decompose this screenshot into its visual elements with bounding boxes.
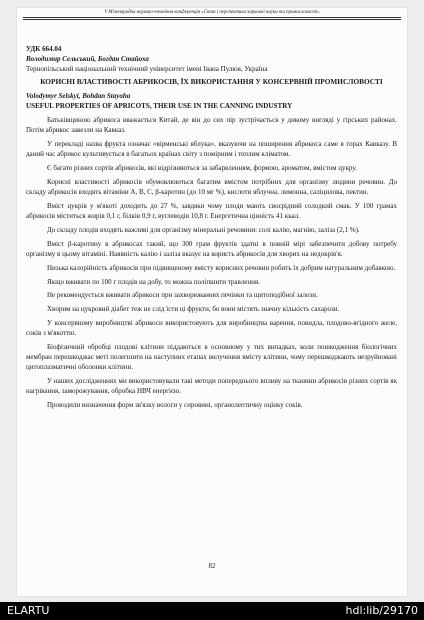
paragraph: Якщо вживати по 100 г плодів на добу, то можна поліпшити травлення. xyxy=(47,278,260,286)
article-body xyxy=(26,44,397,414)
authors-ua: Володимир Сельський, Богдан Стайоха xyxy=(26,55,149,63)
paragraph: Є багато різних сортів абрикосів, які відрізняються за забарвленням, формою, ароматом, вмістом цукру. xyxy=(47,164,357,172)
paragraph: Хворим на цукровий діабет теж не слід їсти ці фрукти, бо вони містять значну кількість сахарози. xyxy=(47,304,340,313)
paragraph: Проводили визначення форм зв'язку вологи у сировині, органолептичну оцінку соків. xyxy=(47,400,303,409)
title-en: USEFUL PROPERTIES OF APRICOTS, THEIR USE IN THE CANNING INDUSTRY xyxy=(26,102,293,110)
paragraph: У консервному виробництві абрикоси використовують для виробництва варення, повидла, плодово-ягідного желе, соків з м'якоттю. xyxy=(26,318,397,337)
paragraph: До складу плодів входять важливі для організму мінеральні речовини: солі калію, магнію, заліза (2,1 %). xyxy=(47,226,360,234)
udc-code: УДК 664.04 xyxy=(26,45,62,53)
authors-en: Volodymyr Selskyi, Bohdan Stayoha xyxy=(26,92,131,100)
affiliation-ua: Тернопільський національний технічний університет імені Івана Пулюя, Україна xyxy=(26,65,268,73)
handle-label[interactable]: hdl:lib/29170 xyxy=(345,604,418,617)
paragraph: Вміст β-каротину в абрикосах такий, що 300 грам фруктів здатні в повній мірі забезпечити добову потребу організму в цьому вітаміні. Наявність калію і заліза вказує на користь абрикосів для хворих на недокрів'я. xyxy=(26,240,397,258)
page-number: 82 xyxy=(208,562,216,570)
paragraph: Вміст цукрів у м'якоті доходить до 27 %, завдяки чому плоди мають своєрідний солодкий смак. У 100 грамах абрикосів міститься жирів 0,1 г, білків 0,9 г, вуглеводів 10,8 г. Енергетична цінність 41 ккал. xyxy=(26,202,397,220)
paragraph: Біофізичний обробці плодові клітини піддаються в основному у тих випадках, коли пошкодження біологічних мембран перешкоджає меті полегшити на наступних етапах вилучення вмісту клітини, чому перешкоджають незруйновані цитоплазматичні оболонки клітини. xyxy=(26,342,397,371)
document-page xyxy=(17,8,407,596)
header-rule-thin xyxy=(23,19,401,20)
paragraph: У перекладі назва фрукта означає «вірменські яблука», вказуючи на поширення абрикоса саме в горах Кавказу. В даний час абрикос культивується в багатьох країнах світу з помірним і теплим кліматом. xyxy=(26,140,397,158)
paragraph: Корисні властивості абрикосів обумовлюються багатим вмістом потрібних для організму людини речовин. До складу абрикосів входять вітаміни А, В, С, β-каротин (до 10 мг %), кислоти яблучна, лимонна, саліцилова, пектин. xyxy=(26,178,397,196)
conference-header: V Міжнародна науково-технічна конференція «Стан і перспективи харчової науки та промисловості» xyxy=(104,10,320,15)
repository-label[interactable]: ELARTU xyxy=(7,604,50,617)
title-ua: КОРИСНІ ВЛАСТИВОСТІ АБРИКОСІВ, ЇХ ВИКОРИСТАННЯ У КОНСЕРВНІЙ ПРОМИСЛОВОСТІ xyxy=(40,77,383,86)
paragraph: Низька калорійність абрикосів при підвищеному вмісту корисних речовин робить їх добрим натуральним добавкою. xyxy=(47,264,396,272)
paragraph: Батьківщиною абрикоса вважається Китай, де він до сих пір зустрічається у дикому вигляді у гірських районах. Потім абрикос завезли на Кавказ. xyxy=(26,116,397,134)
paragraph: Не рекомендується вживати абрикоси при захворюваннях печінки та щитоподібної залози. xyxy=(47,290,318,299)
paragraph: У наших дослідженнях ми використовували такі методи попереднього впливу на тканини абрикосів різних сортів як нагрівання, заморожування, обробка НВЧ енергією. xyxy=(26,376,397,395)
viewer-footer-bar xyxy=(0,602,424,620)
